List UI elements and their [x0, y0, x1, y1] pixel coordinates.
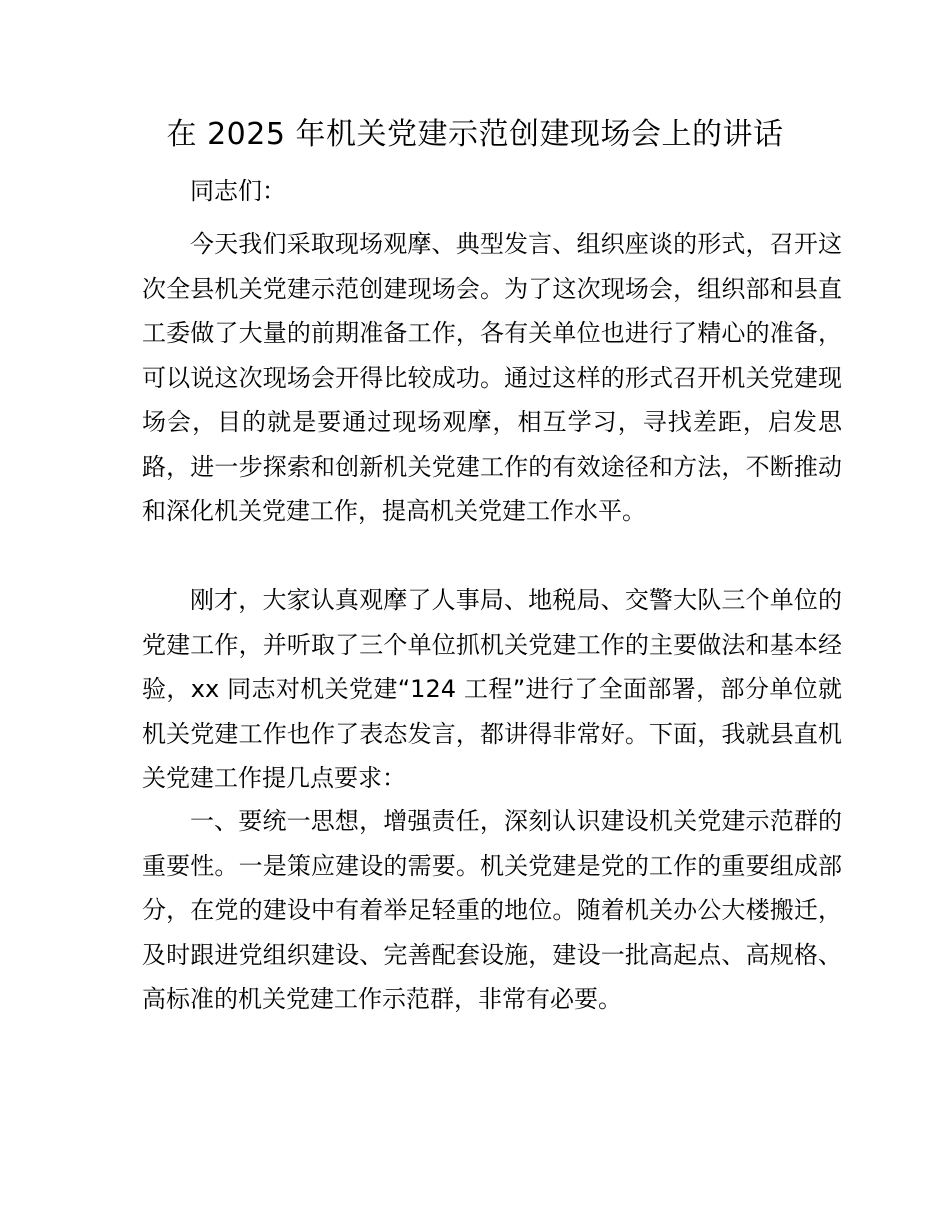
paragraph: 一、要统一思想，增强责任，深刻认识建设机关党建示范群的重要性。一是策应建设的需要。机关党建是党的工作的重要组成部分，在党的建设中有着举足轻重的地位。随着机关办公大楼搬迁，及时跟进党组织建设、完善配套设施，建设一批高起点、高规格、高标准的机关党建工作示范群，非常有必要。 — [142, 807, 842, 1013]
greeting: 同志们： — [190, 177, 286, 205]
paragraph: 刚才，大家认真观摩了人事局、地税局、交警大队三个单位的党建工作，并听取了三个单位抓机关党建工作的主要做法和基本经验，xx 同志对机关党建“124 工程”进行了全面部署，部分单位就机关党建工作也作了表态发言，都讲得非常好。下面，我就县直机关党建工作提几点要求： — [142, 586, 842, 792]
document-title: 在 2025 年机关党建示范创建现场会上的讲话 — [166, 117, 784, 152]
paragraph: 今天我们采取现场观摩、典型发言、组织座谈的形式，召开这次全县机关党建示范创建现场会。为了这次现场会，组织部和县直工委做了大量的前期准备工作，各有关单位也进行了精心的准备，可以说这次现场会开得比较成功。通过这样的形式召开机关党建现场会，目的就是要通过现场观摩，相互学习，寻找差距，启发思路，进一步探索和创新机关党建工作的有效途径和方法，不断推动和深化机关党建工作，提高机关党建工作水平。 — [142, 230, 842, 525]
